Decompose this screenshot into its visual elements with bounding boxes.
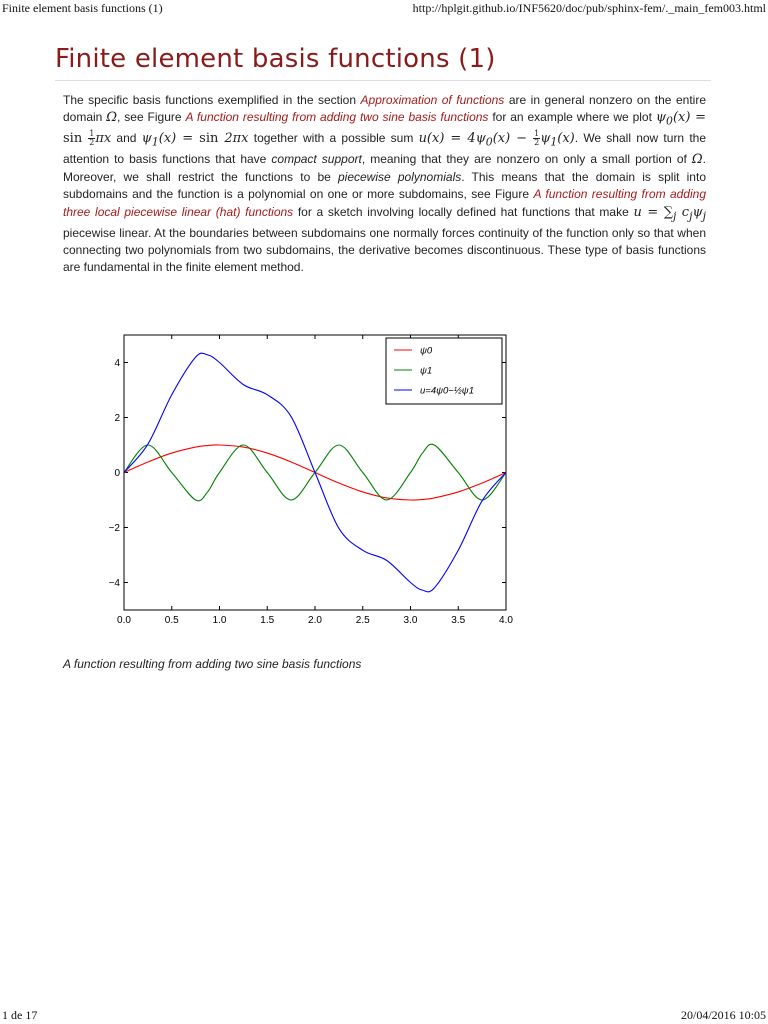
math-omega: Ω bbox=[106, 110, 118, 126]
x-tick-label: 3.5 bbox=[451, 615, 466, 626]
page-counter: 1 de 17 bbox=[2, 1008, 38, 1022]
legend-label: u=4ψ0−½ψ1 bbox=[420, 385, 474, 397]
x-tick-label: 0.5 bbox=[164, 615, 179, 626]
print-datetime: 20/04/2016 10:05 bbox=[680, 1008, 766, 1022]
x-tick-label: 2.0 bbox=[308, 615, 322, 626]
figure-caption: A function resulting from adding two sine basis functions bbox=[63, 657, 362, 671]
math-omega-2: Ω bbox=[691, 152, 703, 168]
y-tick-label: −2 bbox=[108, 523, 120, 534]
page-title: Finite element basis functions (1) bbox=[55, 44, 496, 74]
math-psi1-def: $\psi_1(x) = \sin 2\pi x$ bbox=[141, 131, 249, 149]
header-url[interactable]: http://hplgit.github.io/INF5620/doc/pub/sphinx-fem/._main_fem003.html bbox=[412, 1, 766, 15]
x-tick-label: 1.5 bbox=[260, 615, 275, 626]
title-divider bbox=[55, 80, 711, 81]
legend-label: ψ0 bbox=[420, 345, 433, 357]
y-tick-label: 4 bbox=[114, 358, 120, 369]
body-paragraph: The specific basis functions exemplified in the section Approximation of functions are in general nonzero on the entire domain Ω, see Figure A function resulting from adding two sine basis functions for an example where we plot $\psi_0(x) = \sin$ $\frac{1}{2}$ πx and $\psi_1(x) = \sin 2\pi x$ together with a possible sum $u(x) = 4\psi_0(x)$ − $\frac{1}{2}$ $\psi_1(x)$. We shall now turn the attention to basis functions that have compact support, meaning that they are nonzero on only a small portion of Ω. Moreover, we shall restrict the functions to be piecewise polynomials. This means that the domain is split into subdomains and the function is a polynomial on one or more subdomains, see Figure A function resulting from adding three local piecewise linear (hat) functions for a sketch involving locally defined hat functions that make $u = \sum_j$ $c_j\psi_j$ piecewise linear. At the boundaries between subdomains one normally forces continuity of the function only so that when connecting two polynomials from two subdomains, the derivative becomes discontinuous. These type of basis functions are fundamental in the finite element method. bbox=[63, 93, 707, 275]
x-tick-label: 1.0 bbox=[212, 615, 227, 626]
x-tick-label: 3.0 bbox=[403, 615, 418, 626]
y-tick-label: 0 bbox=[114, 468, 120, 479]
math-u-sum-cj-psij: $u = \sum_j$ $c_j\psi_j$ bbox=[633, 204, 707, 223]
header-title: Finite element basis functions (1) bbox=[2, 1, 163, 15]
chart bbox=[100, 330, 520, 630]
legend-label: ψ1 bbox=[420, 365, 433, 377]
math-psi0-def: $\psi_0(x) = \sin$ $\frac{1}{2}$ πx bbox=[63, 110, 707, 148]
x-tick-label: 0.0 bbox=[117, 615, 131, 626]
legend bbox=[386, 338, 502, 404]
link-figure-two-sine-basis[interactable]: A function resulting from adding two sine basis functions bbox=[185, 110, 489, 125]
print-header bbox=[0, 0, 768, 16]
figure-sine-basis bbox=[100, 330, 520, 630]
link-figure-hat-functions[interactable]: A function resulting from adding three local piecewise linear (hat) functions bbox=[63, 187, 706, 219]
x-tick-label: 2.5 bbox=[355, 615, 370, 626]
math-u-sum: $u(x) = 4\psi_0(x)$ − $\frac{1}{2}$ $\psi_1(x)$ bbox=[418, 129, 575, 149]
print-footer bbox=[0, 1006, 768, 1024]
x-tick-label: 4.0 bbox=[499, 615, 513, 626]
y-tick-label: 2 bbox=[114, 413, 120, 424]
link-approximation-of-functions[interactable]: Approximation of functions bbox=[360, 93, 505, 107]
y-tick-label: −4 bbox=[108, 578, 120, 589]
